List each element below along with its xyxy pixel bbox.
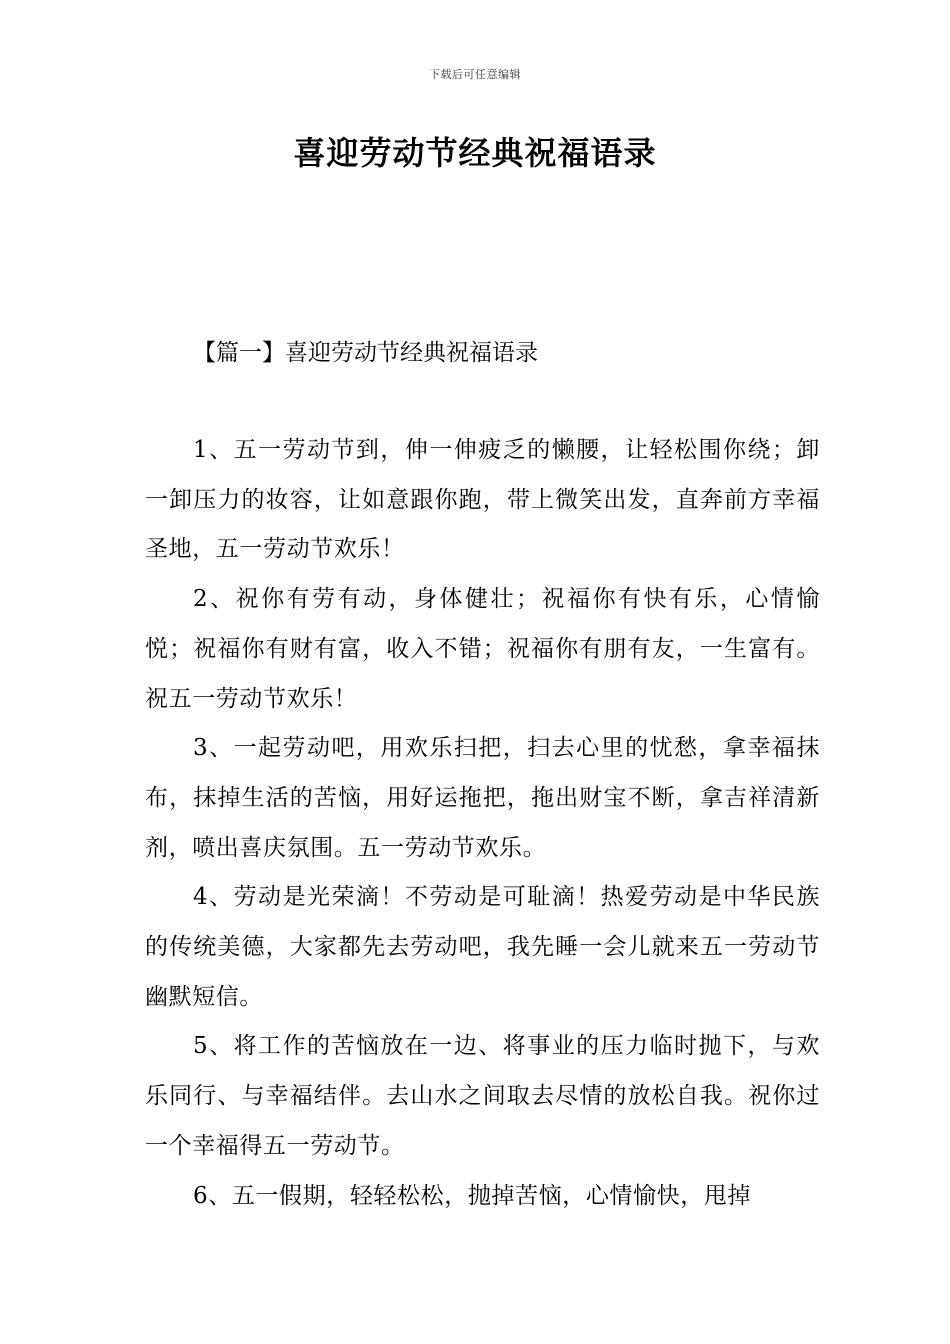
greeting-paragraph-4: 4、劳动是光荣滴！不劳动是可耻滴！热爱劳动是中华民族的传统美德，大家都先去劳动吧，我先睡一会儿就来五一劳动节幽默短信。	[145, 884, 820, 1010]
greeting-paragraph-1: 1、五一劳动节到，伸一伸疲乏的懒腰，让轻松围你绕；卸一卸压力的妆容，让如意跟你跑，带上微笑出发，直奔前方幸福圣地，五一劳动节欢乐！	[145, 437, 820, 563]
document-title: 喜迎劳动节经典祝福语录	[293, 134, 657, 172]
greeting-paragraph-5: 5、将工作的苦恼放在一边、将事业的压力临时抛下，与欢乐同行、与幸福结伴。去山水之间取去尽情的放松自我。祝你过一个幸福得五一劳动节。	[145, 1033, 820, 1159]
download-note: 下载后可任意编辑	[429, 68, 521, 81]
greeting-paragraph-2: 2、祝你有劳有动，身体健壮；祝福你有快有乐，心情愉悦；祝福你有财有富，收入不错；祝福你有朋有友，一生富有。祝五一劳动节欢乐！	[145, 586, 820, 712]
greeting-paragraph-3: 3、一起劳动吧，用欢乐扫把，扫去心里的忧愁，拿幸福抹布，抹掉生活的苦恼，用好运拖把，拖出财宝不断，拿吉祥清新剂，喷出喜庆氛围。五一劳动节欢乐。	[145, 735, 820, 861]
greeting-paragraph-6: 6、五一假期，轻轻松松，抛掉苦恼，心情愉快，甩掉	[193, 1182, 752, 1209]
section-heading: 【篇一】喜迎劳动节经典祝福语录	[193, 340, 538, 366]
greetings-list	[145, 426, 820, 1221]
